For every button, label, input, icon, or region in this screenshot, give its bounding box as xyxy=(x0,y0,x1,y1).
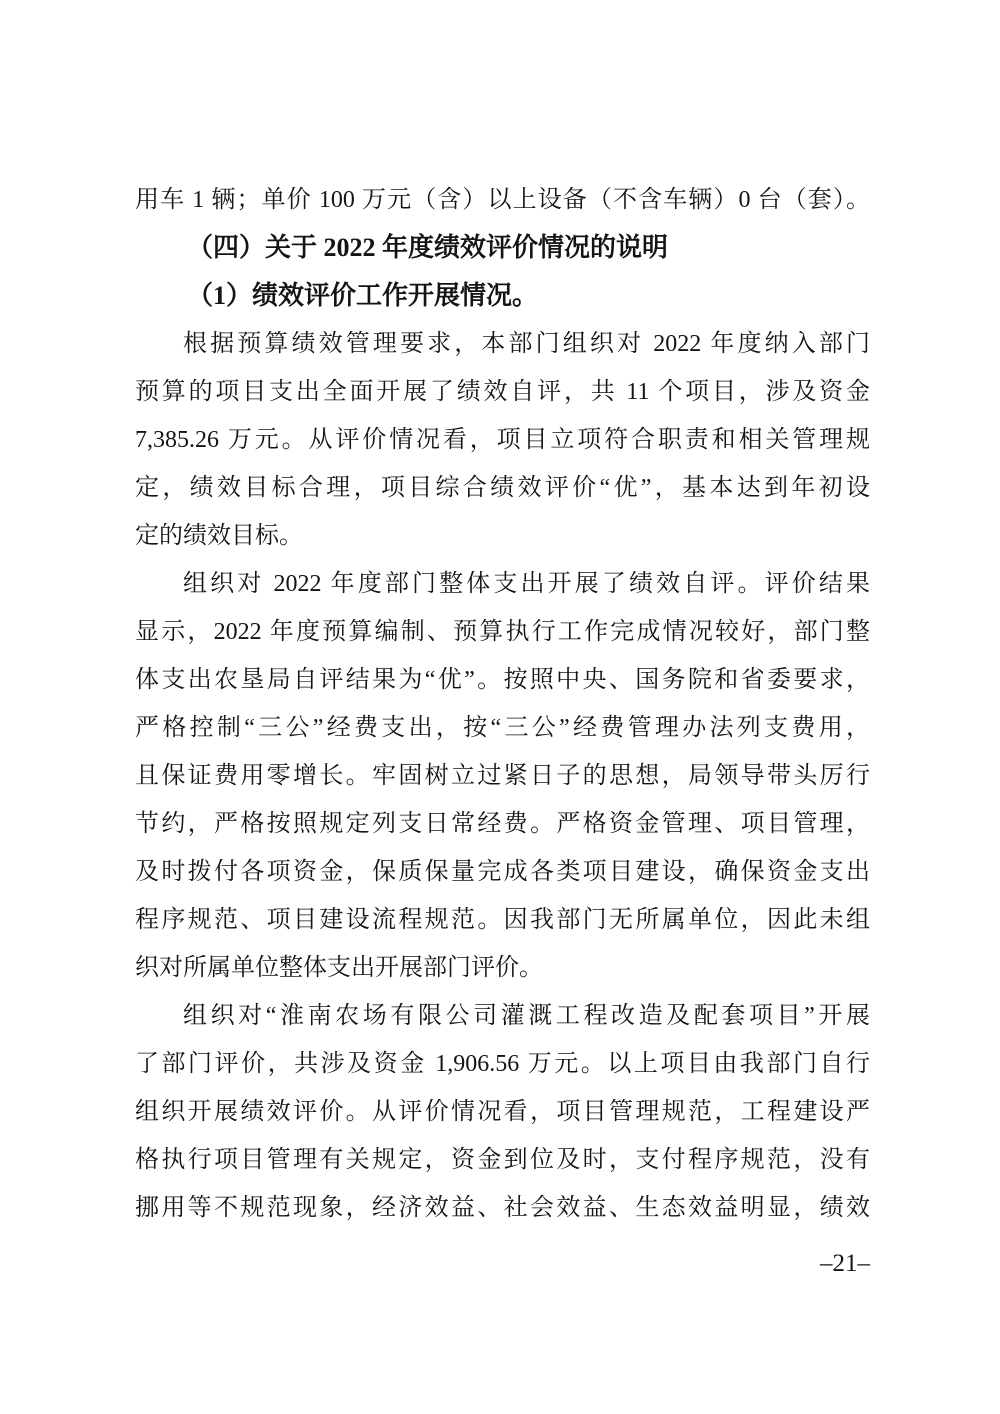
paragraph-line: 挪用等不规范现象，经济效益、社会效益、生态效益明显，绩效 xyxy=(135,1195,870,1221)
paragraph-line: 7,385.26 万元。从评价情况看，项目立项符合职责和相关管理规 xyxy=(135,427,870,453)
document-body xyxy=(135,176,870,1232)
paragraph-line: 预算的项目支出全面开展了绩效自评，共 11 个项目，涉及资金 xyxy=(135,379,870,405)
paragraph-line: 节约，严格按照规定列支日常经费。严格资金管理、项目管理， xyxy=(135,811,870,837)
paragraph-line: 严格控制“三公”经费支出，按“三公”经费管理办法列支费用， xyxy=(135,715,870,741)
page-number: –21– xyxy=(820,1250,870,1277)
paragraph-line: 织对所属单位整体支出开展部门评价。 xyxy=(135,955,543,981)
paragraph-line: 组织对“淮南农场有限公司灌溉工程改造及配套项目”开展 xyxy=(183,1003,870,1029)
paragraph-line: 组织对 2022 年度部门整体支出开展了绩效自评。评价结果 xyxy=(183,571,870,597)
paragraph-line: 了部门评价，共涉及资金 1,906.56 万元。以上项目由我部门自行 xyxy=(135,1051,870,1077)
paragraph-line: 显示，2022 年度预算编制、预算执行工作完成情况较好，部门整 xyxy=(135,619,870,645)
paragraph-line: 组织开展绩效评价。从评价情况看，项目管理规范，工程建设严 xyxy=(135,1099,870,1125)
section-heading: （四）关于 2022 年度绩效评价情况的说明 xyxy=(187,233,669,262)
paragraph-line: 体支出农垦局自评结果为“优”。按照中央、国务院和省委要求， xyxy=(135,667,870,693)
paragraph-line: 用车 1 辆；单价 100 万元（含）以上设备（不含车辆）0 台（套）。 xyxy=(135,187,870,213)
paragraph-line: 定，绩效目标合理，项目综合绩效评价“优”，基本达到年初设 xyxy=(135,475,870,501)
subsection-heading: （1）绩效评价工作开展情况。 xyxy=(187,281,539,310)
paragraph-line: 及时拨付各项资金，保质保量完成各类项目建设，确保资金支出 xyxy=(135,859,870,885)
paragraph-line: 定的绩效目标。 xyxy=(135,523,303,549)
paragraph-line: 程序规范、项目建设流程规范。因我部门无所属单位，因此未组 xyxy=(135,907,870,933)
paragraph-line: 且保证费用零增长。牢固树立过紧日子的思想，局领导带头厉行 xyxy=(135,763,870,789)
paragraph-line: 格执行项目管理有关规定，资金到位及时，支付程序规范，没有 xyxy=(135,1147,870,1173)
paragraph-line: 根据预算绩效管理要求，本部门组织对 2022 年度纳入部门 xyxy=(183,331,870,357)
